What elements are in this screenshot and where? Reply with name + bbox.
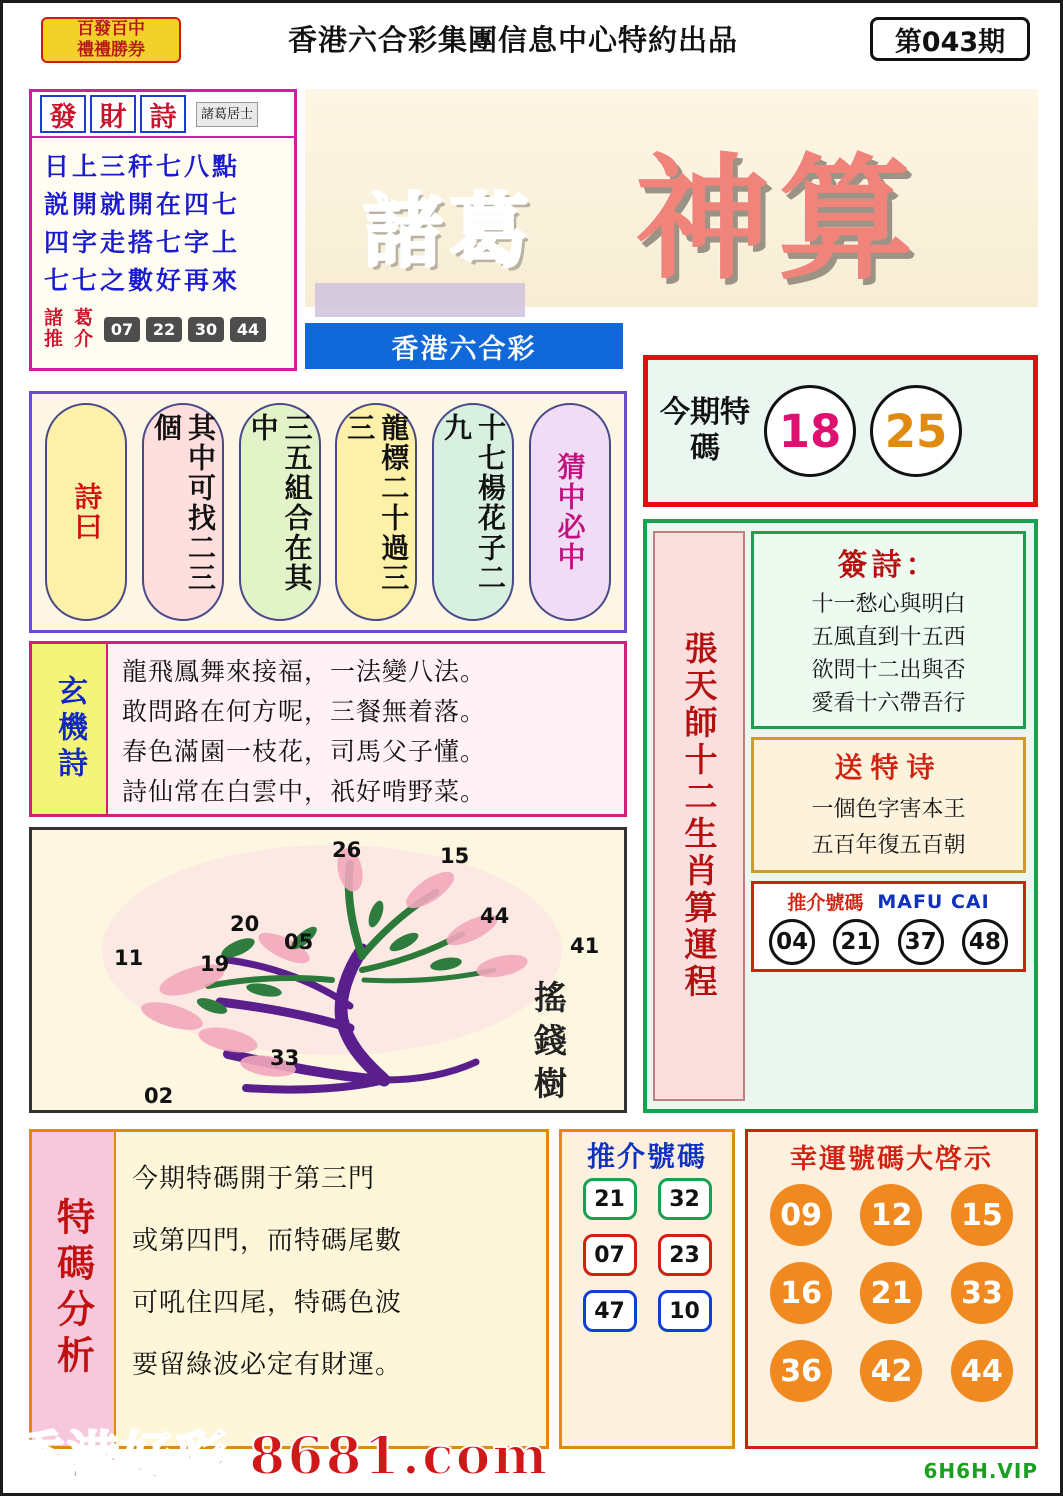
zhangtianshi-vertical-title: 張天師十二生肖算運程 xyxy=(653,531,745,1101)
qianshi-line: 欲問十二出與否 xyxy=(811,658,966,683)
lucky-number-ball: 09 xyxy=(770,1184,832,1246)
special-number-label: 今期特碼 xyxy=(660,395,750,466)
recommend-number-ball: 04 xyxy=(769,919,815,965)
bottom-recommend-ball: 32 xyxy=(658,1178,712,1220)
recommend-number-list xyxy=(760,919,1017,965)
poem-number: 22 xyxy=(146,317,182,342)
poem-number: 30 xyxy=(188,317,224,342)
special-analysis-label: 特碼分析 xyxy=(32,1132,116,1446)
fortune-poem-panel xyxy=(29,89,297,371)
special-number-panel xyxy=(643,355,1038,507)
recommend-label-cn: 推介號碼 xyxy=(787,892,864,914)
masthead-title-part2: 神算 xyxy=(635,139,921,298)
qianshi-line: 十一愁心與明白 xyxy=(811,592,966,617)
tree-number: 41 xyxy=(570,934,600,958)
tree-number: 44 xyxy=(480,904,510,928)
poem-title-char-3: 詩 xyxy=(140,95,186,133)
tree-number: 05 xyxy=(284,930,314,954)
poem-foot-char: 推 xyxy=(44,328,64,350)
special-analysis-panel xyxy=(29,1129,549,1449)
brand-logo xyxy=(41,17,181,63)
songte-title: 送特诗 xyxy=(834,751,943,784)
money-tree-caption: 搖錢樹 xyxy=(529,980,568,1109)
poem-line: 日上三秆七八點 xyxy=(44,152,241,181)
recommend-label-en: MAFU CAI xyxy=(877,890,990,913)
fortune-poem-footer xyxy=(32,304,294,350)
tree-number: 02 xyxy=(144,1084,174,1108)
bottom-recommend-ball: 47 xyxy=(583,1290,637,1332)
verse-lozenge: 十七楊花子二九 xyxy=(432,403,514,621)
masthead-title xyxy=(305,89,1038,307)
masthead-subtitle: 香港六合彩 xyxy=(305,323,623,369)
masthead-title-part1: 諸葛 xyxy=(363,184,535,278)
redaction-block xyxy=(315,283,525,317)
page-title: 香港六合彩集團信息中心特約出品 xyxy=(287,23,738,57)
verse-lozenge: 猜中必中 xyxy=(529,403,611,621)
fortune-poem-lines xyxy=(32,138,294,304)
analysis-line: 可吼住四尾，特碼色波 xyxy=(132,1288,403,1318)
qianshi-title: 簽詩： xyxy=(837,548,940,583)
recommend-number-panel xyxy=(751,881,1026,972)
bottom-recommend-ball: 21 xyxy=(583,1178,637,1220)
bottom-recommend-grid xyxy=(562,1178,732,1332)
poem-title-char-2: 財 xyxy=(90,95,136,133)
xuanji-label: 玄機詩 xyxy=(32,644,108,814)
lucky-number-ball: 21 xyxy=(860,1262,922,1324)
poem-foot-label xyxy=(44,308,98,350)
poem-number: 07 xyxy=(104,317,140,342)
tree-number: 26 xyxy=(332,838,362,862)
tree-number: 11 xyxy=(114,946,144,970)
lucky-number-ball: 12 xyxy=(860,1184,922,1246)
footer-watermark-cn: 香港好彩 xyxy=(13,1426,230,1487)
recommend-number-ball: 21 xyxy=(833,919,879,965)
lucky-number-ball: 42 xyxy=(860,1340,922,1402)
tree-number: 20 xyxy=(230,912,260,936)
analysis-line: 或第四門，而特碼尾數 xyxy=(132,1226,403,1256)
poem-line: 説開就開在四七 xyxy=(44,190,241,219)
xuanji-poem-panel xyxy=(29,641,627,817)
bottom-recommend-title: 推介號碼 xyxy=(586,1140,707,1173)
poem-title-char-1: 發 xyxy=(40,95,86,133)
songte-panel xyxy=(751,737,1026,873)
lucky-number-ball: 36 xyxy=(770,1340,832,1402)
lucky-number-panel xyxy=(745,1129,1038,1449)
poem-number: 44 xyxy=(230,317,266,342)
poem-foot-char: 葛 xyxy=(74,307,94,329)
poem-foot-char: 諸 xyxy=(44,307,64,329)
footer-watermark-domain: 8681.com xyxy=(249,1426,550,1487)
footer-site-badge: 6H6H.VIP xyxy=(923,1459,1038,1483)
recommend-number-ball: 48 xyxy=(962,919,1008,965)
xuanji-line: 詩仙常在白雲中，祇好啃野菜。 xyxy=(122,777,487,806)
special-number-ball: 25 xyxy=(870,385,962,477)
right-inner-stack xyxy=(751,531,1026,1101)
poem-line: 四字走搭七字上 xyxy=(44,228,241,257)
analysis-line: 今期特碼開于第三門 xyxy=(132,1164,376,1194)
lucky-number-ball: 33 xyxy=(951,1262,1013,1324)
recommend-header xyxy=(760,888,1017,915)
page-header xyxy=(13,11,1050,73)
tree-number: 19 xyxy=(200,952,230,976)
lucky-number-ball: 15 xyxy=(951,1184,1013,1246)
brand-logo-line2: 禮禮勝券 xyxy=(77,40,145,60)
special-number-ball: 18 xyxy=(764,385,856,477)
money-tree-panel xyxy=(29,827,627,1113)
lucky-number-ball: 44 xyxy=(951,1340,1013,1402)
bottom-recommend-ball: 07 xyxy=(583,1234,637,1276)
lucky-number-grid xyxy=(748,1180,1035,1406)
footer-watermark xyxy=(13,1414,549,1489)
xuanji-lines xyxy=(108,644,624,814)
brand-logo-line1: 百發百中 xyxy=(77,19,145,39)
recommend-number-ball: 37 xyxy=(898,919,944,965)
poem-author: 諸葛居士 xyxy=(196,102,258,127)
analysis-line: 要留綠波必定有財運。 xyxy=(132,1350,403,1380)
verse-lozenge: 詩曰 xyxy=(45,403,127,621)
issue-badge: 第043期 xyxy=(870,17,1030,61)
poem-foot-char: 介 xyxy=(74,328,94,350)
xuanji-line: 敢問路在何方呢，三餐無着落。 xyxy=(122,697,487,726)
bottom-recommend-panel xyxy=(559,1129,735,1449)
lucky-number-title: 幸運號碼大啓示 xyxy=(790,1143,993,1175)
fortune-poem-header xyxy=(32,92,294,138)
tree-number: 15 xyxy=(440,844,470,868)
qianshi-line: 愛看十六帶吾行 xyxy=(811,691,966,716)
bottom-recommend-ball: 10 xyxy=(658,1290,712,1332)
songte-line: 一個色字害本王 xyxy=(811,797,966,822)
verse-lozenge: 其中可找二三個 xyxy=(142,403,224,621)
xuanji-line: 龍飛鳳舞來接福，一法變八法。 xyxy=(122,657,487,686)
xuanji-line: 春色滿園一枝花，司馬父子懂。 xyxy=(122,737,487,766)
verse-lozenge: 龍標二十過三三 xyxy=(335,403,417,621)
verse-lozenge-strip xyxy=(29,391,627,633)
zhangtianshi-panel xyxy=(643,519,1038,1113)
poem-line: 七七之數好再來 xyxy=(44,266,241,295)
special-analysis-text xyxy=(116,1132,546,1446)
lucky-number-ball: 16 xyxy=(770,1262,832,1324)
qianshi-panel xyxy=(751,531,1026,729)
verse-lozenge: 三五組合在其中 xyxy=(239,403,321,621)
bottom-recommend-ball: 23 xyxy=(658,1234,712,1276)
qianshi-line: 五風直到十五西 xyxy=(811,625,966,650)
tree-number: 33 xyxy=(270,1046,300,1070)
songte-line: 五百年復五百朝 xyxy=(811,833,966,858)
